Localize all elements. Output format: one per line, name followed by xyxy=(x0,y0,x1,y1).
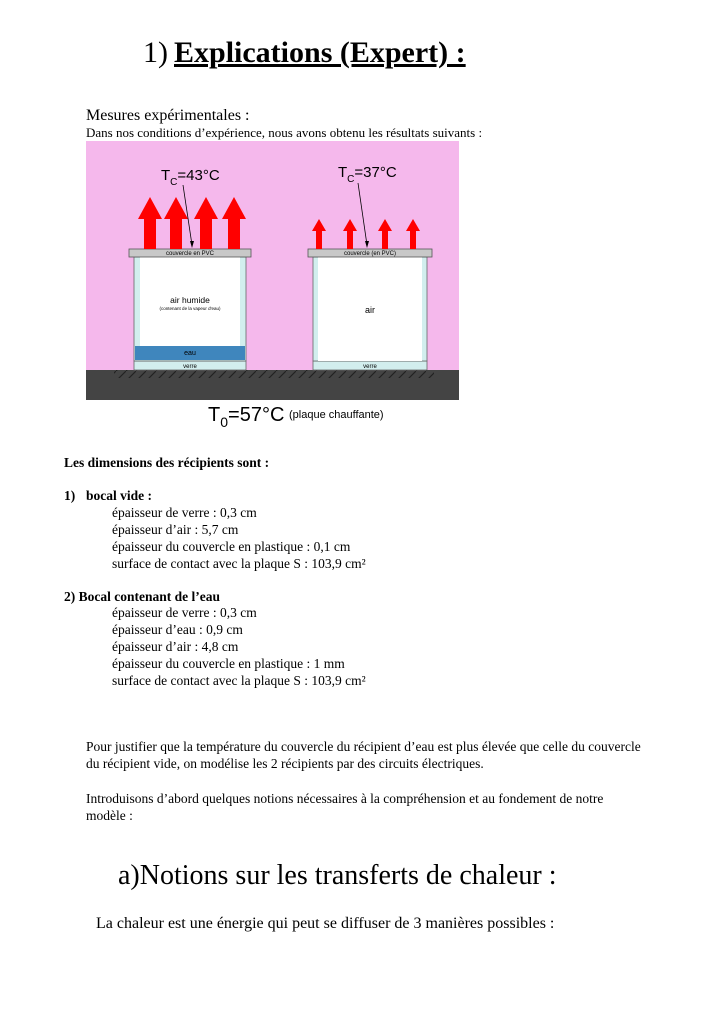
section2-list xyxy=(112,604,366,689)
left-air-sublabel: (contenant de la vapeur d'eau) xyxy=(159,306,221,311)
list-item: épaisseur de verre : 0,3 cm xyxy=(112,505,257,520)
measures-label: Mesures expérimentales : xyxy=(86,107,250,124)
svg-text:TC=43°C: $T_C=43^\circ C$ xyxy=(161,167,220,188)
dimensions-title: Les dimensions des récipients sont : xyxy=(64,455,270,470)
list-item: surface de contact avec la plaque S : 103,9 cm² xyxy=(112,673,366,688)
t0-label: $T_0=57^\circ C$ xyxy=(208,404,285,430)
list-item: épaisseur d’air : 5,7 cm xyxy=(112,522,239,537)
list-item: épaisseur du couvercle en plastique : 0,1 cm xyxy=(112,539,351,554)
section-subtitle: a)Notions sur les transferts de chaleur : xyxy=(118,860,557,891)
title-text: Explications (Expert) : xyxy=(174,36,466,69)
section1-title: 1) bocal vide : xyxy=(64,488,152,503)
heat-intro: La chaleur est une énergie qui peut se diffuser de 3 manières possibles : xyxy=(96,915,555,932)
paragraph-justification: Pour justifier que la température du couvercle du récipient d’eau est plus élevée que celle du couvercle du récipient vide, on modélise les 2 récipients par des circuits électriques. xyxy=(86,739,641,771)
section1-list xyxy=(112,504,366,572)
left-air-label: air humide xyxy=(170,295,210,305)
svg-text:TC=37°C: $T_C=37^\circ C$ xyxy=(338,164,397,185)
list-item: épaisseur d’air : 4,8 cm xyxy=(112,639,239,654)
list-item: épaisseur d’eau : 0,9 cm xyxy=(112,622,243,637)
hot-plate xyxy=(86,370,459,400)
title-number: 1) xyxy=(143,36,168,69)
left-lid-label: couvercle en PVC xyxy=(165,251,215,257)
section2-title: 2) Bocal contenant de l’eau xyxy=(64,589,220,604)
right-lid-label: couvercle (en PVC) xyxy=(343,251,397,257)
left-glass-label: verre xyxy=(183,364,197,370)
right-glass-label: verre xyxy=(363,364,377,370)
right-air-label: air xyxy=(364,305,376,315)
measures-intro: Dans nos conditions d’expérience, nous avons obtenu les résultats suivants : xyxy=(86,125,483,140)
page-title xyxy=(143,34,466,72)
list-item: épaisseur de verre : 0,3 cm xyxy=(112,605,257,620)
paragraph-introduction: Introduisons d’abord quelques notions nécessaires à la compréhension et au fondement de notre modèle : xyxy=(86,791,604,823)
left-jar xyxy=(129,249,251,370)
left-water-label: eau xyxy=(184,350,196,357)
list-item: épaisseur du couvercle en plastique : 1 mm xyxy=(112,656,345,671)
t0-note: (plaque chauffante) xyxy=(289,409,384,421)
experiment-figure xyxy=(86,141,459,400)
right-jar xyxy=(308,249,432,370)
list-item: surface de contact avec la plaque S : 103,9 cm² xyxy=(112,556,366,571)
